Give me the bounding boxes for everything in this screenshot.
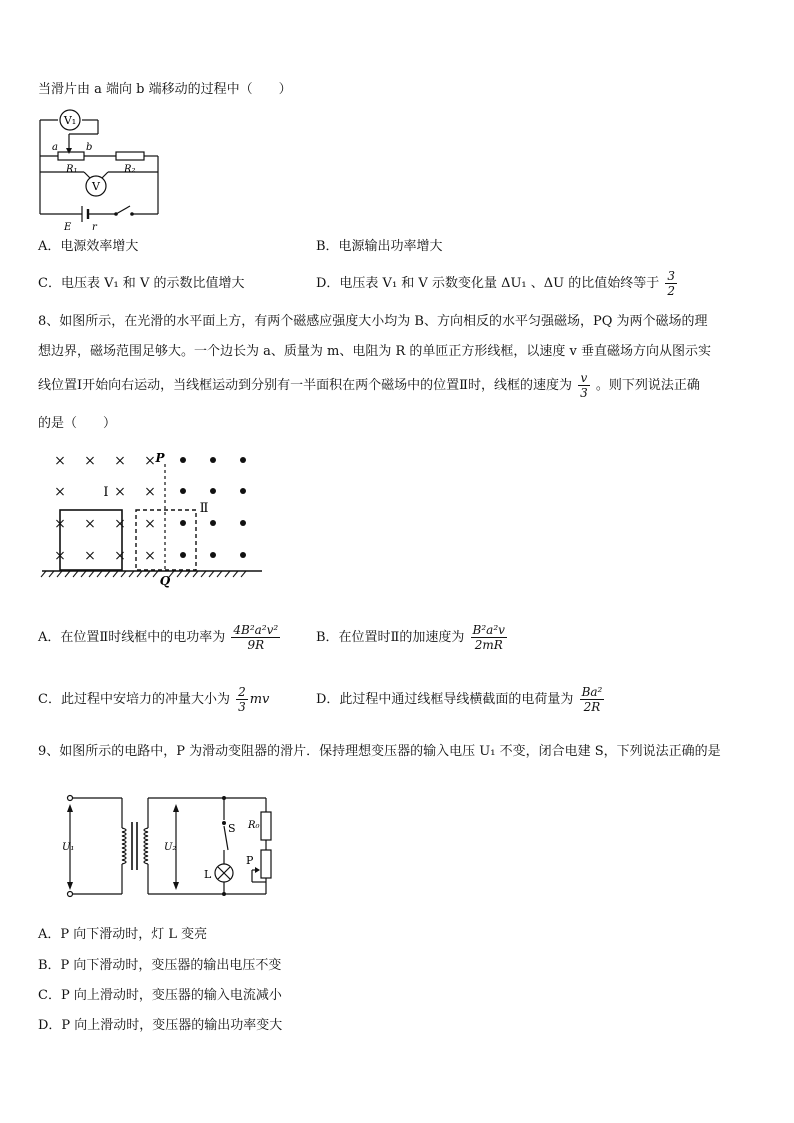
q7-stem: 当滑片由 a 端向 b 端移动的过程中（ ） [38, 82, 292, 97]
q8-option-a-fraction [231, 623, 280, 652]
q8-option-c [38, 680, 269, 720]
q7-label-a: a [52, 142, 58, 153]
q7-option-d [316, 266, 679, 302]
svg-text:×: × [84, 453, 96, 469]
q8-option-d-text: D．此过程中通过线框导线横截面的电荷量为 [316, 692, 574, 707]
q7-label-e: E [64, 222, 72, 233]
q8-stem-line-1: 8、如图所示，在光滑的水平面上方，有两个磁感应强度大小均为 B、方向相反的水平匀强磁场，PQ 为两个磁场的理 [38, 314, 708, 329]
svg-text:×: × [144, 548, 156, 564]
q7-label-r: r [92, 222, 97, 233]
q7-label-v: V [92, 180, 100, 193]
svg-text:×: × [54, 484, 66, 500]
q9-stem: 9、如图所示的电路中，P 为滑动变阻器的滑片．保持理想变压器的输入电压 U₁ 不变，闭合电建 S，下列说法正确的是 [38, 744, 721, 759]
q7-option-c: C．电压表 V₁ 和 V 的示数比值增大 [38, 276, 245, 291]
q9-option-a: A．P 向下滑动时，灯 L 变亮 [38, 927, 208, 942]
svg-text:×: × [114, 548, 126, 564]
q9-label-s: S [228, 822, 236, 835]
q7-option-b: B．电源输出功率增大 [316, 239, 443, 254]
svg-text:×: × [144, 484, 156, 500]
q8-stem-line-2: 想边界，磁场范围足够大。一个边长为 a、质量为 m、电阻为 R 的单匝正方形线框，以速度 v 垂直磁场方向从图示实 [38, 344, 712, 359]
svg-text:×: × [84, 516, 96, 532]
q8-option-a [38, 618, 282, 658]
q8-velocity-numerator: v [578, 371, 590, 386]
svg-text:×: × [114, 516, 126, 532]
q7-label-v1: V₁ [63, 114, 77, 127]
q9-transformer-circuit-diagram [58, 792, 273, 902]
q8-label-position-1: Ⅰ [103, 485, 109, 500]
q8-option-d [316, 680, 606, 720]
q8-option-c-denominator: 3 [238, 700, 246, 714]
q8-velocity-fraction [578, 371, 590, 400]
q7-option-d-text: D．电压表 V₁ 和 V 示数变化量 ΔU₁ 、ΔU 的比值始终等于 [316, 276, 660, 291]
q7-label-r2: R₂ [124, 164, 136, 175]
q8-option-b-fraction [471, 623, 507, 652]
q7-option-a: A．电源效率增大 [38, 239, 139, 254]
q8-option-d-fraction [580, 685, 605, 714]
q8-magnetic-field-diagram [40, 448, 265, 588]
q9-option-d: D．P 向上滑动时，变压器的输出功率变大 [38, 1018, 283, 1033]
svg-text:×: × [54, 453, 66, 469]
svg-text:×: × [54, 548, 66, 564]
q7-circuit-diagram [36, 108, 166, 234]
q8-option-c-text: C．此过程中安培力的冲量大小为 [38, 692, 230, 707]
q9-label-l: L [204, 868, 212, 881]
q7-option-d-fraction [665, 269, 677, 298]
svg-text:×: × [144, 516, 156, 532]
svg-text:×: × [114, 484, 126, 500]
q8-option-d-denominator: 2R [583, 700, 601, 714]
q8-option-d-numerator: Ba² [581, 685, 603, 699]
q8-option-c-fraction [236, 685, 248, 714]
q8-velocity-denominator: 3 [580, 386, 588, 400]
q8-option-b [316, 618, 509, 658]
q8-label-q: Q [159, 574, 171, 588]
q8-label-p: P [155, 451, 165, 465]
q8-option-c-numerator: 2 [238, 685, 246, 699]
q8-option-a-denominator: 9R [247, 638, 265, 652]
svg-text:×: × [114, 453, 126, 469]
q7-option-d-numerator: 3 [667, 269, 676, 283]
q8-option-b-denominator: 2mR [474, 638, 503, 652]
q7-label-r1: R₁ [66, 164, 78, 175]
q9-label-r0: R₀ [248, 820, 260, 831]
q8-stem-line-3-text: 线位置Ⅰ开始向右运动，当线框运动到分别有一半面积在两个磁场中的位置Ⅱ时，线框的速度为 [38, 378, 572, 393]
q8-option-c-suffix: mv [249, 692, 270, 707]
q8-option-b-numerator: B²a²v [472, 623, 505, 637]
svg-text:×: × [84, 548, 96, 564]
q9-option-b: B．P 向下滑动时，变压器的输出电压不变 [38, 958, 282, 973]
q8-option-b-text: B．在位置时Ⅱ的加速度为 [316, 630, 465, 645]
q8-stem-line-4: 的是（ ） [38, 416, 117, 431]
q8-stem-line-3 [38, 368, 700, 404]
q9-label-u2: U₂ [164, 842, 177, 853]
q7-label-b: b [86, 142, 93, 153]
q9-option-c: C．P 向上滑动时，变压器的输入电流减小 [38, 988, 282, 1003]
q8-label-position-2: Ⅱ [199, 501, 209, 516]
q7-option-d-denominator: 2 [667, 284, 676, 298]
q8-option-a-numerator: 4B²a²v² [233, 623, 279, 637]
q8-option-a-text: A．在位置Ⅱ时线框中的电功率为 [38, 630, 226, 645]
svg-text:×: × [144, 453, 156, 469]
svg-text:×: × [54, 516, 66, 532]
q8-stem-line-3-suffix: 。则下列说法正确 [595, 378, 700, 393]
q9-label-p: P [246, 854, 254, 867]
q9-label-u1: U₁ [62, 842, 75, 853]
